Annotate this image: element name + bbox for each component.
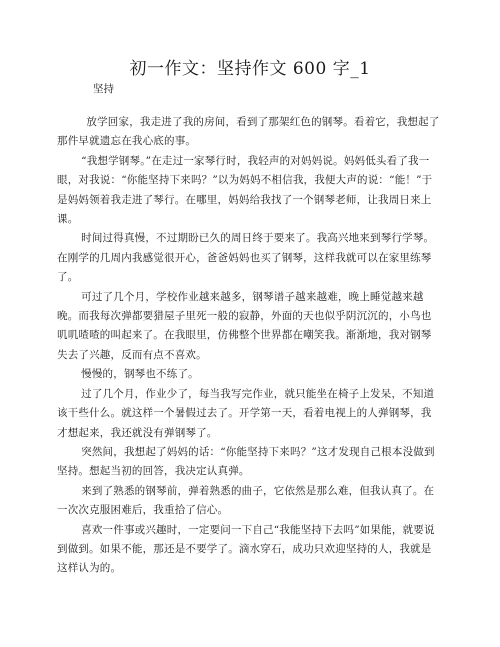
page-subtitle: 坚持 [93, 83, 114, 95]
page-title: 初一作文：坚持作文 600 字_1 [129, 59, 371, 79]
paragraph: 时间过得真慢，不过期盼已久的周日终于要来了。我高兴地来到琴行学琴。在刚学的几周内我感觉很开心，爸爸妈妈也买了钢琴，这样我就可以在家里练琴了。 [57, 232, 435, 284]
paragraph: 过了几个月，作业少了，每当我写完作业，就只能坐在椅子上发呆，不知道该干些什么。就这样一个暑假过去了。开学第一天，看着电视上的人弹钢琴，我才想起来，我还就没有弹钢琴了。 [57, 387, 435, 439]
paragraph: 突然间，我想起了妈妈的话：“你能坚持下来吗？”这才发现自己根本没做到坚持。想起当初的回答，我决定认真弹。 [57, 445, 435, 478]
paragraph: “我想学钢琴。”在走过一家琴行时，我轻声的对妈妈说。妈妈低头看了我一眼，对我说：“你能坚持下来吗？”以为妈妈不相信我，我便大声的说：“能！”于是妈妈领着我走进了琴行。在哪里，妈妈给我找了一个钢琴老师，让我周日来上课。 [57, 154, 433, 226]
paragraph: 喜欢一件事或兴趣时，一定要问一下自己“我能坚持下去吗”如果能，就要说到做到。如果不能，那还是不要学了。滴水穿石，成功只欢迎坚持的人，我就是这样认为的。 [57, 523, 435, 575]
paragraph: 可过了几个月，学校作业越来越多，钢琴谱子越来越难，晚上睡觉越来越晚。而我每次弹都要猎屋子里死一般的寂静，外面的天也似乎阴沉沉的，小鸟也叽叽喳喳的叫起来了。在我眼里，仿佛整个世界都在嘲笑我。渐渐地，我对钢琴失去了兴趣，反而有点不喜欢。 [57, 290, 432, 361]
paragraph: 来到了熟悉的钢琴前，弹着熟悉的曲子，它依然是那么难，但我认真了。在一次次克服困难后，我重拾了信心。 [57, 484, 435, 517]
paragraph: 慢慢的，钢琴也不练了。 [81, 368, 199, 381]
paragraph: 放学回家，我走进了我的房间，看到了那架红色的钢琴。看着它，我想起了那件早就遗忘在我心底的事。 [57, 116, 440, 148]
body-text [57, 113, 442, 579]
